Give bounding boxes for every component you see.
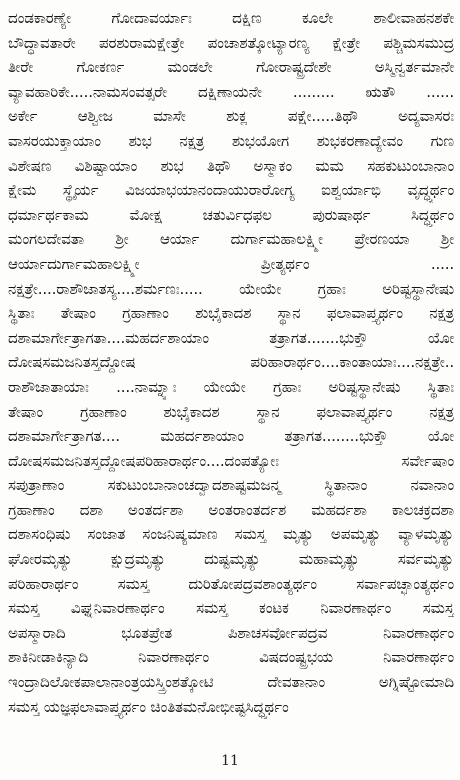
text-line: ಕ್ಷೇಮ ಸ್ಥೈರ್ಯ ವಿಜಯಾಭಯಾನಂದಾಯುರಾರೋಗ್ಯ ಐಶ್ವರ್ಯಾಭಿ ವೃದ್ಧ್ಯರ್ಥಂ	[8, 181, 454, 200]
body-text	[8, 6, 454, 719]
text-line: ದಶಾಸಂಧಿಷು ಸಂಜಾತ ಸಂಜನಿಷ್ಯಮಾಣ ಸಮಸ್ತ ಮೃತ್ಯು ಅಪಮೃತ್ಯು ವ್ಯಾಳಮೃತ್ಯು	[8, 525, 454, 544]
text-line: ದಂಡಕಾರಣ್ಯೇ ಗೋದಾವರ್ಯಾಃ ದಕ್ಷಿಣ ಕೂಲೇ ಶಾಲೀವಾಹನಶಕೇ	[8, 9, 454, 27]
text-line: ತೇಷಾಂ ಗ್ರಹಾಣಾಂ ಶುಭೈಕಾದಶ ಸ್ಥಾನ ಫಲಾವಾಪ್ತ್ಯರ್ಥಂ ನಕ್ಷತ್ರ	[8, 402, 454, 421]
text-line: ದಶಾಮಾರ್ಗೇತ್ರಾಗತ.... ಮಹರ್ದಶಾಯಾಂ ತತ್ರಾಗತ........ಭುಕ್ತೌ ಯೋ	[8, 427, 454, 446]
text-line: ಸ್ಥಿತಾಃ ತೇಷಾಂ ಗ್ರಹಾಣಾಂ ಶುಭೈಕಾದಶ ಸ್ಥಾನ ಫಲಾವಾಪ್ತ್ಯರ್ಥಂ ನಕ್ಷತ್ರ	[8, 304, 454, 323]
text-line: ಸಮಸ್ತ ಯಜ್ಞಫಲಾವಾಪ್ತ್ಯರ್ಥಂ ಚಿಂತಿತಮನೋಭೀಷ್ಟಸಿದ್ಧ್ಯರ್ಥಂ	[8, 697, 289, 716]
text-line: ವ್ಯಾವಹಾರಿಕೇ.....ನಾಮಸಂವತ್ಸರೇ ದಕ್ಷಿಣಾಯನೇ ......... ಋತೌ ......	[8, 82, 454, 101]
text-line: ಬೌದ್ಧಾವತಾರೇ ಪರಶುರಾಮಕ್ಷೇತ್ರೇ ಪಂಚಾಶತ್ಕೋಟ್ಯಾರಣ್ಯ ಕ್ಷೇತ್ರೇ ಪಶ್ಚಿಮಸಮುದ್ರ	[8, 33, 454, 52]
text-line: ಅರ್ಕೇ ಆಶ್ವೀಜ ಮಾಸೇ ಶುಕ್ಲ ಪಕ್ಷೇ.....ತಿಥೌ ಅದ್ಯವಾಸರಃ	[8, 107, 454, 126]
text-line: ಅಪಸ್ಮಾರಾದಿ ಭೂತಪ್ರೇತ ಪಿಶಾಚಸರ್ವೋಪದ್ರವ ನಿವಾರಣಾರ್ಥಂ	[8, 623, 454, 642]
text-line: ದೋಷಸಮಜನಿತಸ್ತದ್ದೋಷಪರಿಹಾರಾರ್ಥಂ....ದಂಪತ್ಯೋಃ ಸರ್ವೇಷಾಂ	[8, 451, 454, 470]
text-line: ಆರ್ಯಾದುರ್ಗಾಮಹಾಲಕ್ಷ್ಮೀ ಪ್ರೀತ್ಯರ್ಥಂ .....	[8, 254, 454, 273]
text-line: ಧರ್ಮಾರ್ಥಕಾಮ ಮೋಕ್ಷ ಚತುರ್ವಿಧಫಲ ಪುರುಷಾರ್ಥ ಸಿದ್ಧ್ಯರ್ಥಂ	[8, 205, 454, 224]
text-line: ವಾಸರಯುಕ್ತಾಯಾಂ ಶುಭ ನಕ್ಷತ್ರ ಶುಭಯೋಗ ಶುಭಕರಣಾದ್ಯೇವಂ ಗುಣ	[8, 131, 454, 150]
page-number: 11	[221, 753, 239, 769]
text-line: ಇಂದ್ರಾದಿಲೋಕಪಾಲಾನಾಂತ್ರಯಸ್ತ್ರಿಂಶತ್ಕೋಟಿ ದೇವತಾನಾಂ ಅಗ್ನಿಷ್ಟೋಮಾದಿ	[8, 673, 454, 692]
text-line: ವಿಶೇಷಣ ವಿಶಿಷ್ಟಾಯಾಂ ಶುಭ ತಿಥೌ ಅಸ್ಮಾಕಂ ಮಮ ಸಹಕುಟುಂಬಾನಾಂ	[8, 156, 454, 175]
text-line: ಸಮಸ್ತ ವಿಘ್ನನಿವಾರಣಾರ್ಥಂ ಸಮಸ್ತ ಕಂಟಕ ನಿವಾರಣಾರ್ಥಂ ಸಮಸ್ತ	[8, 599, 454, 618]
text-line: ನಕ್ಷತ್ರೇ....ರಾಶೌಜಾತಸ್ಯ....ಶರ್ಮಣಃ..... ಯೇಯೇ ಗ್ರಹಾಃ ಅರಿಷ್ಟಸ್ಥಾನೇಷು	[8, 279, 454, 298]
text-line: ಸಪುತ್ರಾಣಾಂ ಸಕುಟುಂಬಾನಾಂಚದ್ವಾದಶಾಷ್ಟಮಜನ್ಮ ಸ್ಥಿತಾನಾಂ ನವಾನಾಂ	[8, 476, 454, 495]
text-line: ಗ್ರಹಾಣಾಂ ದಶಾ ಅಂತರ್ದಶಾ ಅಂತರಾಂತರ್ದಶ ಮಹರ್ದಶಾ ಕಾಲಚಕ್ರದಶಾ	[8, 500, 454, 519]
text-line: ಶಾಕಿನೀಡಾಕಿನ್ಯಾದಿ ನಿವಾರಣಾರ್ಥಂ ವಿಷದಂಷ್ಟ್ರಭಯ ನಿವಾರಣಾರ್ಥಂ	[8, 648, 454, 667]
text-line: ಘೋರಮೃತ್ಯು ಕ್ಷುದ್ರಮೃತ್ಯು ದುಷ್ಟಮೃತ್ಯು ಮಹಾಮೃತ್ಯು ಸರ್ವಮೃತ್ಯು	[8, 550, 454, 569]
text-line: ದಶಾಮಾರ್ಗೇತ್ರಾಗತಾ....ಮಹರ್ದಶಾಯಾಂ ತತ್ರಾಗತ.......ಭುಕ್ತೌ ಯೋ	[8, 328, 454, 347]
text-line: ತೀರೇ ಗೋಕರ್ಣ ಮಂಡಲೇ ಗೋರಾಷ್ಟ್ರದೇಶೇ ಅಸ್ಮಿನ್ವರ್ತಮಾನೇ	[8, 58, 454, 77]
text-line: ದೋಷಸಮಜನಿತಸ್ತದ್ದೋಷ ಪರಿಹಾರಾರ್ಥಂ....ಕಾಂತಾಯಾಃ....ನಕ್ಷತ್ರೇ..	[8, 353, 454, 372]
text-line: ಪರಿಹಾರಾರ್ಥಂ ಸಮಸ್ತ ದುರಿತೋಪದ್ರವಶಾಂತ್ಯರ್ಥಂ ಸರ್ವಾಪಚ್ಛಾಂತ್ಯರ್ಥಂ	[8, 574, 454, 593]
text-line: ರಾಶೌಜಾತಾಯಾಃ ....ನಾಮ್ನ್ಯಾಃ ಯೇಯೇ ಗ್ರಹಾಃ ಅರಿಷ್ಟಸ್ಥಾನೇಷು ಸ್ಥಿತಾಃ	[8, 377, 454, 396]
text-line: ಮಂಗಲದೇವತಾ ಶ್ರೀ ಆರ್ಯಾ ದುರ್ಗಾಮಹಾಲಕ್ಷ್ಮೀ ಪ್ರೇರಣಯಾ ಶ್ರೀ	[8, 230, 454, 249]
